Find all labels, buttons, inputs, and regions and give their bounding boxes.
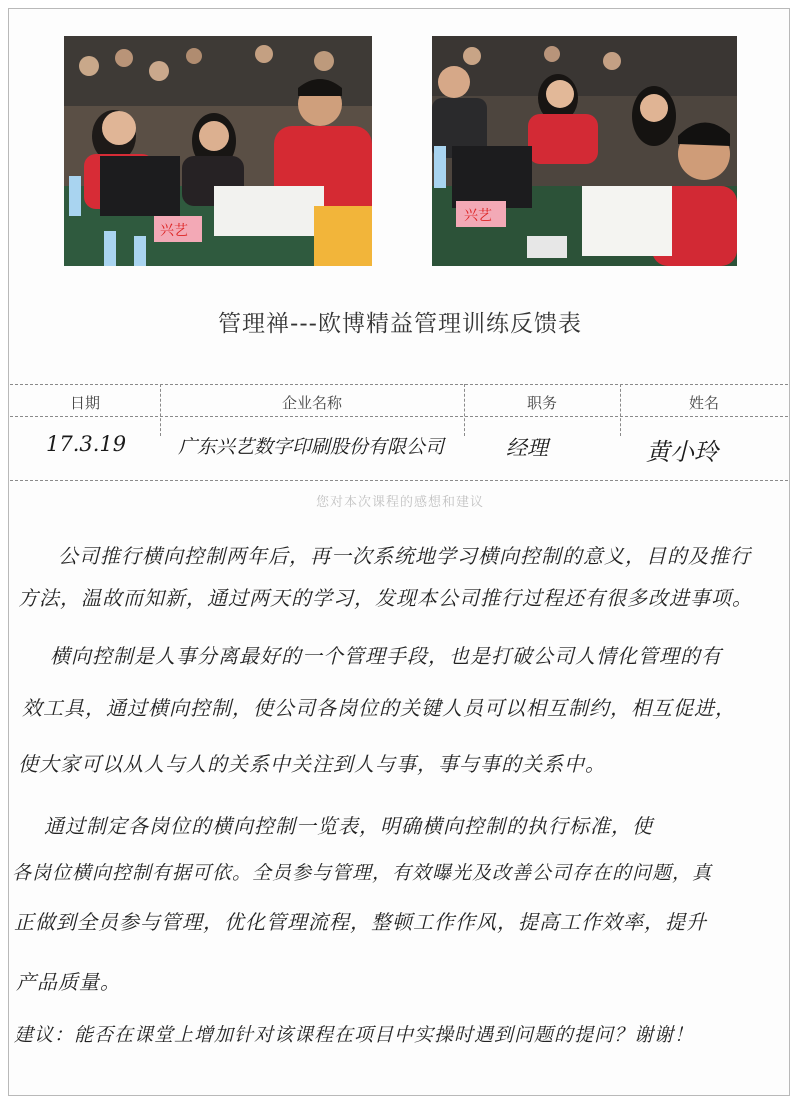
table-rule xyxy=(10,416,788,417)
nameplate-right: 兴艺 xyxy=(464,208,492,224)
training-photo-left xyxy=(64,36,372,266)
handwriting-line: 效工具，通过横向控制，使公司各岗位的关键人员可以相互制约，相互促进， xyxy=(22,696,736,720)
handwriting-line: 公司推行横向控制两年后，再一次系统地学习横向控制的意义，目的及推行 xyxy=(58,544,751,568)
nameplate-left: 兴艺 xyxy=(160,223,188,239)
handwriting-line: 建议：能否在课堂上增加针对该课程在项目中实操时遇到问题的提问？谢谢！ xyxy=(14,1024,695,1046)
handwriting-line: 产品质量。 xyxy=(16,970,121,994)
header-position: 职务 xyxy=(526,394,557,412)
training-photo-right xyxy=(432,36,737,266)
handwriting-line: 各岗位横向控制有据可依。全员参与管理，有效曝光及改善公司存在的问题，真 xyxy=(12,862,713,884)
value-position: 经理 xyxy=(506,436,548,460)
form-title: 管理禅---欧博精益管理训练反馈表 xyxy=(218,311,582,337)
feedback-prompt: 您对本次课程的感想和建议 xyxy=(315,495,484,510)
header-date: 日期 xyxy=(69,394,100,412)
header-company: 企业名称 xyxy=(281,394,342,412)
table-rule xyxy=(10,384,788,385)
header-name: 姓名 xyxy=(688,394,719,412)
handwriting-line: 使大家可以从人与人的关系中关注到人与事，事与事的关系中。 xyxy=(18,752,606,776)
handwriting-line: 横向控制是人事分离最好的一个管理手段，也是打破公司人情化管理的有 xyxy=(50,644,722,668)
table-rule xyxy=(10,480,788,481)
value-date: 17.3.19 xyxy=(46,432,127,456)
info-table xyxy=(10,382,788,486)
value-name: 黄小玲 xyxy=(646,438,718,466)
handwriting-line: 通过制定各岗位的横向控制一览表，明确横向控制的执行标准，使 xyxy=(44,814,653,838)
handwriting-line: 方法，温故而知新，通过两天的学习，发现本公司推行过程还有很多改进事项。 xyxy=(18,586,753,610)
value-company: 广东兴艺数字印刷股份有限公司 xyxy=(178,436,445,458)
handwriting-line: 正做到全员参与管理，优化管理流程，整顿工作作风，提高工作效率，提升 xyxy=(14,910,707,934)
